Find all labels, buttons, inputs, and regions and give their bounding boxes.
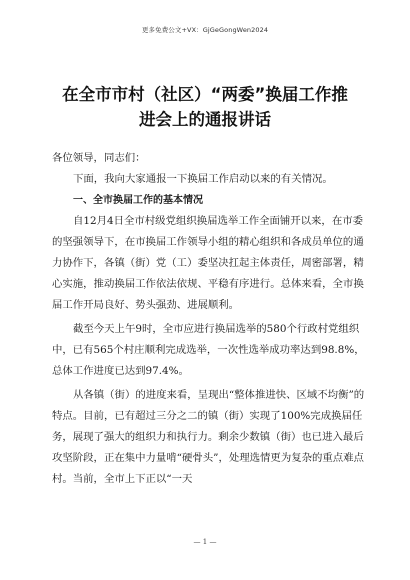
body-paragraph: 截至今天上午9时，全市应进行换届选举的580个行政村党组织中，已有565个村庄顺利完成选举，一次性选举成功率达到98.8%，总体工作进度已达到97.4%。 [52,323,365,377]
intro-paragraph: 下面，我向大家通报一下换届工作启动以来的有关情况。 [73,173,333,185]
title-line-2: 进会上的通报讲话 [139,110,271,129]
document-body [52,148,370,490]
body-paragraph: 自12月4日全市村级党组织换届选举工作全面铺开以来，在市委的坚强领导下，在市换届工作领导小组的精心组织和各成员单位的通力协作下，各镇（街）党（工）委坚决扛起主体责任，周密部署，精心实施，推动换届工作依法依规、平稳有序进行。总体来看，全市换届工作开局良好、势头强劲、进展顺利。 [52,215,364,311]
section-heading: 一、全市换届工作的基本情况 [73,195,203,206]
document-title [30,82,380,132]
body-paragraph: 从各镇（街）的进度来看，呈现出“整体推进快、区域不均衡”的特点。目前，已有超过三分之二的镇（街）实现了100%完成换届任务，展现了强大的组织力和执行力。剩余少数镇（街）也已进入最后攻坚阶段，正在集中力量啃“硬骨头”，处理选情更为复杂的重点难点村。当前，全市上下正以“一天 [52,389,365,485]
header-note: 更多免费公文+VX：GjGeGongWen2024 [141,26,269,34]
title-line-1: 在全市市村（社区）“两委”换届工作推 [62,85,348,104]
salutation: 各位领导，同志们： [52,152,146,164]
page-number: — 1 — [193,538,217,546]
